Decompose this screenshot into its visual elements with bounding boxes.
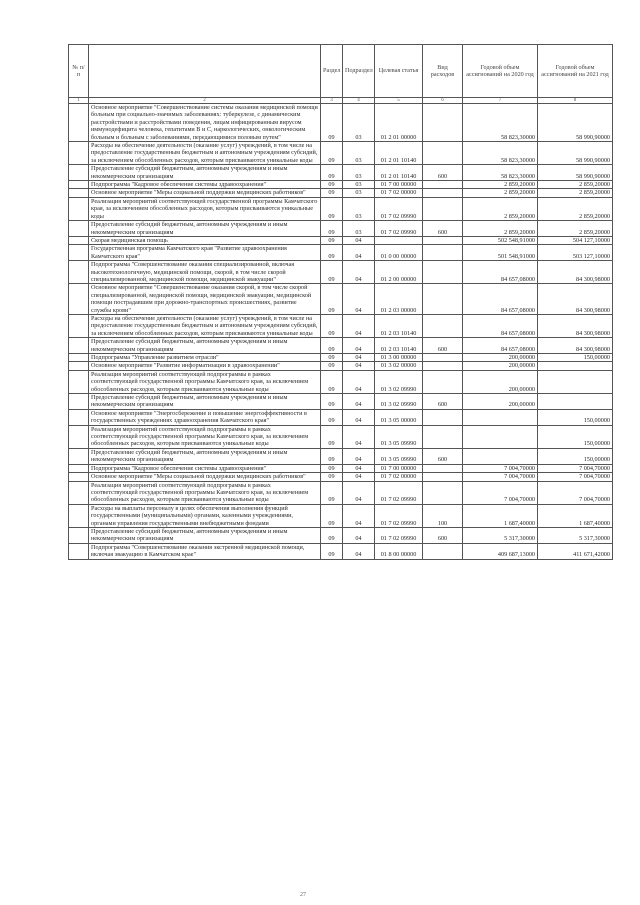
header-name	[89, 45, 321, 98]
row-amount-2021: 5 317,30000	[538, 527, 613, 543]
col-number: 6	[423, 98, 463, 104]
row-target-article: 01 3 05 00000	[375, 409, 423, 425]
row-number	[69, 284, 89, 315]
row-podrazdel: 04	[343, 362, 375, 370]
table-row	[69, 221, 613, 237]
row-number	[69, 197, 89, 220]
row-target-article: 01 2 01 10140	[375, 165, 423, 181]
row-amount-2021: 504 127,10000	[538, 236, 613, 244]
row-amount-2020: 84 657,08000	[463, 284, 538, 315]
row-amount-2020	[463, 448, 538, 464]
row-target-article: 01 7 02 00000	[375, 189, 423, 197]
row-number	[69, 261, 89, 284]
row-razdel: 09	[321, 181, 343, 189]
row-name: Подпрограмма "Кадровое обеспечение системы здравоохранения"	[89, 181, 321, 189]
row-razdel: 09	[321, 236, 343, 244]
row-amount-2020	[463, 425, 538, 448]
table-row	[69, 236, 613, 244]
row-razdel: 09	[321, 394, 343, 410]
row-expense-type	[423, 473, 463, 481]
table-row	[69, 245, 613, 261]
row-amount-2020: 409 687,13000	[463, 543, 538, 559]
row-name: Основное мероприятие "Меры социальной поддержки медицинских работников"	[89, 473, 321, 481]
row-name: Основное мероприятие "Совершенствование оказания скорой, в том числе скорой специализированной, медицинской помощи, медицинской эвакуации, медицинской помощи пострадавшим при дорожно-транспортных происшествиях, развитие службы крови"	[89, 284, 321, 315]
row-expense-type	[423, 197, 463, 220]
header-razdel: Раздел	[321, 45, 343, 98]
table-row	[69, 181, 613, 189]
row-number	[69, 527, 89, 543]
row-target-article: 01 2 01 10140	[375, 142, 423, 165]
row-amount-2021: 150,00000	[538, 425, 613, 448]
row-amount-2020: 502 548,91000	[463, 236, 538, 244]
row-target-article: 01 3 05 09990	[375, 425, 423, 448]
row-expense-type	[423, 425, 463, 448]
table-row	[69, 284, 613, 315]
budget-document	[68, 44, 612, 560]
row-podrazdel: 03	[343, 181, 375, 189]
row-podrazdel: 04	[343, 481, 375, 504]
row-podrazdel: 04	[343, 284, 375, 315]
row-name: Реализация мероприятий соответствующей подпрограммы в рамках соответствующей государственной программы Камчатского края, за исключением обособленных расходов, которым присваиваются уникальные коды	[89, 481, 321, 504]
row-expense-type	[423, 181, 463, 189]
row-amount-2020: 200,00000	[463, 362, 538, 370]
row-amount-2021: 2 859,20000	[538, 189, 613, 197]
row-number	[69, 354, 89, 362]
row-name: Подпрограмма "Управление развитием отрасли"	[89, 354, 321, 362]
row-razdel: 09	[321, 448, 343, 464]
row-amount-2021	[538, 370, 613, 393]
row-name: Расходы на выплаты персоналу в целях обеспечения выполнения функций государственными (муниципальными) органами, казенными учреждениями, органами управления государственными внебюджетными фондами	[89, 504, 321, 527]
row-amount-2020: 7 004,70000	[463, 473, 538, 481]
row-expense-type: 600	[423, 394, 463, 410]
header-2021: Годовой объем ассигнований на 2021 год	[538, 45, 613, 98]
row-razdel: 09	[321, 314, 343, 337]
row-target-article: 01 7 02 09990	[375, 504, 423, 527]
row-razdel: 09	[321, 362, 343, 370]
row-name: Предоставление субсидий бюджетным, автономным учреждениям и иным некоммерческим организациям	[89, 338, 321, 354]
table-row	[69, 189, 613, 197]
row-amount-2020: 2 859,20000	[463, 197, 538, 220]
row-name: Государственная программа Камчатского края "Развитие здравоохранения Камчатского края"	[89, 245, 321, 261]
col-number: 7	[463, 98, 538, 104]
row-name: Основное мероприятие "Меры социальной поддержки медицинских работников"	[89, 189, 321, 197]
row-razdel: 09	[321, 189, 343, 197]
row-number	[69, 104, 89, 142]
row-target-article: 01 7 02 09990	[375, 527, 423, 543]
row-amount-2020: 200,00000	[463, 370, 538, 393]
table-row	[69, 425, 613, 448]
row-amount-2021: 2 859,20000	[538, 197, 613, 220]
row-target-article: 01 8 00 00000	[375, 543, 423, 559]
row-podrazdel: 04	[343, 504, 375, 527]
row-podrazdel: 04	[343, 448, 375, 464]
row-target-article: 01 2 03 10140	[375, 314, 423, 337]
row-expense-type	[423, 104, 463, 142]
row-razdel: 09	[321, 543, 343, 559]
row-expense-type: 600	[423, 448, 463, 464]
row-target-article: 01 7 02 00000	[375, 473, 423, 481]
row-target-article: 01 7 02 09990	[375, 221, 423, 237]
row-number	[69, 362, 89, 370]
row-target-article: 01 3 02 09990	[375, 370, 423, 393]
row-podrazdel: 04	[343, 473, 375, 481]
row-podrazdel: 03	[343, 197, 375, 220]
col-number: 3	[321, 98, 343, 104]
row-expense-type	[423, 370, 463, 393]
table-row	[69, 394, 613, 410]
row-razdel: 09	[321, 245, 343, 261]
row-target-article: 01 7 00 00000	[375, 181, 423, 189]
table-row	[69, 314, 613, 337]
row-podrazdel: 04	[343, 543, 375, 559]
row-expense-type	[423, 354, 463, 362]
row-podrazdel: 03	[343, 221, 375, 237]
row-amount-2021: 2 859,20000	[538, 181, 613, 189]
row-razdel: 09	[321, 142, 343, 165]
row-podrazdel: 04	[343, 314, 375, 337]
row-expense-type	[423, 362, 463, 370]
row-podrazdel: 04	[343, 245, 375, 261]
row-razdel: 09	[321, 464, 343, 472]
row-amount-2020: 84 657,08000	[463, 261, 538, 284]
row-podrazdel: 03	[343, 104, 375, 142]
row-target-article: 01 2 03 10140	[375, 338, 423, 354]
table-row	[69, 409, 613, 425]
row-razdel: 09	[321, 409, 343, 425]
row-amount-2020: 2 859,20000	[463, 221, 538, 237]
col-number: 2	[89, 98, 321, 104]
row-amount-2021: 1 687,40000	[538, 504, 613, 527]
row-name: Реализация мероприятий соответствующей подпрограммы в рамках соответствующей государственной программы Камчатского края, за исключением обособленных расходов, которым присваиваются уникальные коды	[89, 370, 321, 393]
row-amount-2020: 5 317,30000	[463, 527, 538, 543]
table-row	[69, 197, 613, 220]
row-number	[69, 338, 89, 354]
row-podrazdel: 03	[343, 165, 375, 181]
row-name: Реализация мероприятий соответствующей государственной программы Камчатского края, за исключением обособленных расходов, которым присваиваются уникальные коды	[89, 197, 321, 220]
row-razdel: 09	[321, 527, 343, 543]
header-podrazdel: Подраздел	[343, 45, 375, 98]
row-amount-2020: 200,00000	[463, 394, 538, 410]
row-amount-2020: 58 823,30000	[463, 165, 538, 181]
row-target-article	[375, 236, 423, 244]
row-amount-2020: 2 859,20000	[463, 189, 538, 197]
row-number	[69, 448, 89, 464]
row-razdel: 09	[321, 481, 343, 504]
row-target-article: 01 2 03 00000	[375, 284, 423, 315]
row-amount-2021: 84 300,98000	[538, 284, 613, 315]
row-target-article: 01 3 02 00000	[375, 362, 423, 370]
row-target-article: 01 2 00 00000	[375, 261, 423, 284]
col-number: 5	[375, 98, 423, 104]
row-amount-2021: 84 300,98000	[538, 314, 613, 337]
row-name: Скорая медицинская помощь	[89, 236, 321, 244]
row-podrazdel: 03	[343, 142, 375, 165]
row-amount-2021: 150,00000	[538, 448, 613, 464]
row-amount-2020: 7 004,70000	[463, 464, 538, 472]
row-expense-type: 600	[423, 165, 463, 181]
row-podrazdel: 04	[343, 425, 375, 448]
row-target-article: 01 3 00 00000	[375, 354, 423, 362]
row-razdel: 09	[321, 104, 343, 142]
row-amount-2021: 58 990,90000	[538, 165, 613, 181]
row-amount-2021: 2 859,20000	[538, 221, 613, 237]
row-razdel: 09	[321, 197, 343, 220]
row-number	[69, 165, 89, 181]
row-razdel: 09	[321, 354, 343, 362]
row-expense-type: 100	[423, 504, 463, 527]
row-podrazdel: 04	[343, 236, 375, 244]
row-amount-2021: 58 990,90000	[538, 142, 613, 165]
row-expense-type	[423, 409, 463, 425]
row-number	[69, 236, 89, 244]
col-number: 4	[343, 98, 375, 104]
row-razdel: 09	[321, 338, 343, 354]
header-expense-type: Вид расходов	[423, 45, 463, 98]
row-number	[69, 464, 89, 472]
row-amount-2021: 7 004,70000	[538, 473, 613, 481]
table-row	[69, 448, 613, 464]
header-n: № п/п	[69, 45, 89, 98]
col-number: 1	[69, 98, 89, 104]
table-row	[69, 338, 613, 354]
table-row	[69, 504, 613, 527]
row-podrazdel: 04	[343, 354, 375, 362]
row-expense-type	[423, 189, 463, 197]
row-amount-2020: 58 823,30000	[463, 142, 538, 165]
budget-table	[68, 44, 613, 560]
row-amount-2020: 1 687,40000	[463, 504, 538, 527]
row-amount-2021: 150,00000	[538, 409, 613, 425]
row-number	[69, 221, 89, 237]
row-name: Предоставление субсидий бюджетным, автономным учреждениям и иным некоммерческим организациям	[89, 448, 321, 464]
row-amount-2020: 84 657,08000	[463, 338, 538, 354]
row-number	[69, 181, 89, 189]
row-podrazdel: 04	[343, 527, 375, 543]
row-name: Предоставление субсидий бюджетным, автономным учреждениям и иным некоммерческим организациям	[89, 165, 321, 181]
row-expense-type: 600	[423, 221, 463, 237]
row-amount-2020: 84 657,08000	[463, 314, 538, 337]
row-expense-type	[423, 245, 463, 261]
row-amount-2021: 411 671,42000	[538, 543, 613, 559]
page-number: 27	[300, 892, 306, 898]
row-amount-2020: 7 004,70000	[463, 481, 538, 504]
row-name: Предоставление субсидий бюджетным, автономным учреждениям и иным некоммерческим организациям	[89, 394, 321, 410]
table-row	[69, 527, 613, 543]
row-name: Подпрограмма "Совершенствование оказания специализированной, включая высокотехнологичную, медицинской помощи, скорой, в том числе скорой специализированной, медицинской помощи, медицинской эвакуации"	[89, 261, 321, 284]
row-target-article: 01 2 01 00000	[375, 104, 423, 142]
row-amount-2021: 150,00000	[538, 354, 613, 362]
row-podrazdel: 04	[343, 464, 375, 472]
row-name: Расходы на обеспечение деятельности (оказание услуг) учреждений, в том числе на предоставление государственным бюджетным и автономным учреждениям субсидий, за исключением обособленных расходов, которым присваиваются уникальные коды	[89, 142, 321, 165]
table-row	[69, 362, 613, 370]
row-amount-2020: 501 548,91000	[463, 245, 538, 261]
row-name: Реализация мероприятий соответствующей подпрограммы в рамках соответствующей государственной программы Камчатского края, за исключением обособленных расходов, которым присваиваются уникальные коды	[89, 425, 321, 448]
row-razdel: 09	[321, 261, 343, 284]
col-number: 8	[538, 98, 613, 104]
row-amount-2021: 503 127,10000	[538, 245, 613, 261]
row-target-article: 01 0 00 00000	[375, 245, 423, 261]
row-amount-2020: 2 859,20000	[463, 181, 538, 189]
row-number	[69, 394, 89, 410]
row-name: Предоставление субсидий бюджетным, автономным учреждениям и иным некоммерческим организациям	[89, 221, 321, 237]
row-amount-2021: 84 300,98000	[538, 338, 613, 354]
row-amount-2020	[463, 409, 538, 425]
table-row	[69, 261, 613, 284]
table-header	[69, 45, 613, 98]
row-expense-type	[423, 314, 463, 337]
row-podrazdel: 04	[343, 394, 375, 410]
row-number	[69, 409, 89, 425]
row-name: Основное мероприятие "Развитие информатизации в здравоохранении"	[89, 362, 321, 370]
row-name: Основное мероприятие "Совершенствование системы оказания медицинской помощи больным при социально-значимых заболеваниях: туберкулезе, с динамическим расстройствами и расстройствами поведения, лицам инфицированным вирусом иммунодефицита человека, гепатитами В и С, наркологических, онкологическим больным и больным с заболеваниями, передающимися половым путем"	[89, 104, 321, 142]
row-razdel: 09	[321, 473, 343, 481]
row-razdel: 09	[321, 284, 343, 315]
table-row	[69, 165, 613, 181]
row-podrazdel: 04	[343, 409, 375, 425]
row-name: Основное мероприятие "Энергосбережение и повышение энергоэффективности в государственных учреждениях здравоохранения Камчатского края"	[89, 409, 321, 425]
row-podrazdel: 04	[343, 338, 375, 354]
row-razdel: 09	[321, 370, 343, 393]
row-number	[69, 245, 89, 261]
row-podrazdel: 03	[343, 189, 375, 197]
header-2020: Годовой объем ассигнований на 2020 год	[463, 45, 538, 98]
row-number	[69, 425, 89, 448]
row-target-article: 01 3 05 09990	[375, 448, 423, 464]
table-row	[69, 370, 613, 393]
row-name: Подпрограмма "Кадровое обеспечение системы здравоохранения"	[89, 464, 321, 472]
row-expense-type	[423, 261, 463, 284]
row-amount-2021: 7 004,70000	[538, 464, 613, 472]
row-razdel: 09	[321, 425, 343, 448]
row-number	[69, 473, 89, 481]
row-target-article: 01 7 00 00000	[375, 464, 423, 472]
row-target-article: 01 3 02 09990	[375, 394, 423, 410]
header-target-article: Целевая статья	[375, 45, 423, 98]
row-amount-2020: 200,00000	[463, 354, 538, 362]
row-expense-type	[423, 464, 463, 472]
row-target-article: 01 7 02 09990	[375, 197, 423, 220]
row-number	[69, 543, 89, 559]
row-amount-2021	[538, 362, 613, 370]
row-expense-type	[423, 543, 463, 559]
row-name: Предоставление субсидий бюджетным, автономным учреждениям и иным некоммерческим организациям	[89, 527, 321, 543]
table-row	[69, 481, 613, 504]
row-amount-2021: 7 004,70000	[538, 481, 613, 504]
table-body	[69, 104, 613, 560]
table-row	[69, 543, 613, 559]
row-podrazdel: 04	[343, 370, 375, 393]
row-razdel: 09	[321, 504, 343, 527]
row-expense-type	[423, 142, 463, 165]
row-podrazdel: 04	[343, 261, 375, 284]
row-target-article: 01 7 02 09990	[375, 481, 423, 504]
row-name: Подпрограмма "Совершенствование оказания экстренной медицинской помощи, включая эвакуацию в Камчатском крае"	[89, 543, 321, 559]
row-amount-2021: 84 300,98000	[538, 261, 613, 284]
table-row	[69, 354, 613, 362]
row-amount-2021	[538, 394, 613, 410]
row-expense-type	[423, 481, 463, 504]
row-expense-type	[423, 284, 463, 315]
table-row	[69, 142, 613, 165]
table-row	[69, 464, 613, 472]
row-number	[69, 142, 89, 165]
table-row	[69, 473, 613, 481]
row-expense-type	[423, 236, 463, 244]
row-razdel: 09	[321, 221, 343, 237]
row-number	[69, 189, 89, 197]
row-expense-type: 600	[423, 527, 463, 543]
table-row	[69, 104, 613, 142]
row-expense-type: 600	[423, 338, 463, 354]
row-amount-2021: 58 990,90000	[538, 104, 613, 142]
row-number	[69, 481, 89, 504]
row-amount-2020: 58 823,30000	[463, 104, 538, 142]
row-number	[69, 314, 89, 337]
row-razdel: 09	[321, 165, 343, 181]
row-number	[69, 504, 89, 527]
row-name: Расходы на обеспечение деятельности (оказание услуг) учреждений, в том числе на предоставление государственным бюджетным и автономным учреждениям субсидий, за исключением обособленных расходов, которым присваиваются уникальные коды	[89, 314, 321, 337]
row-number	[69, 370, 89, 393]
